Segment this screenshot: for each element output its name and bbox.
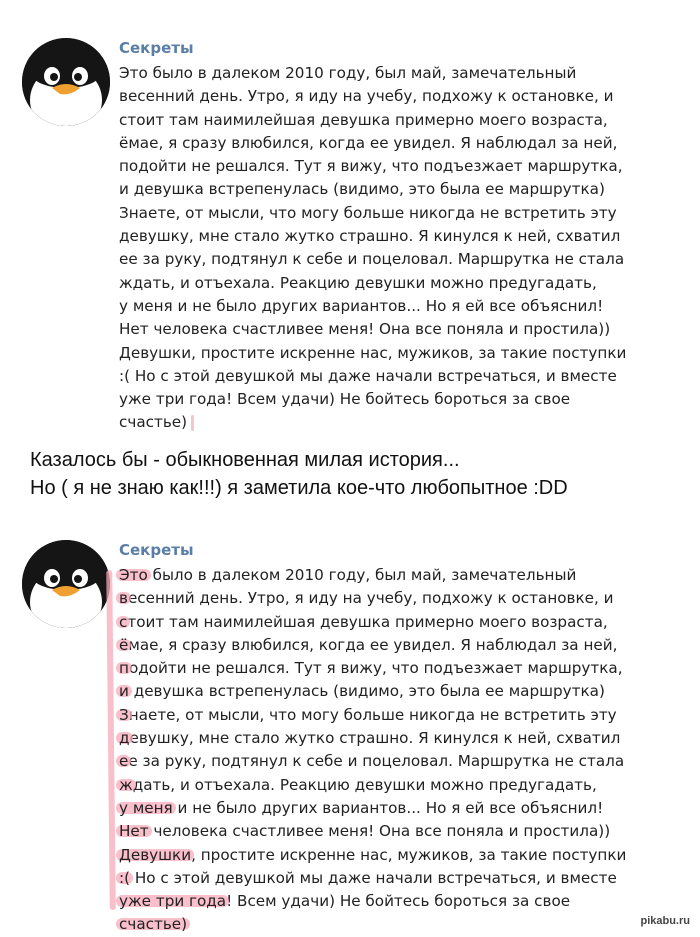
text-rest: мае, я сразу влюбился, когда ее увидел. Я наблюдал за ней, bbox=[128, 635, 618, 654]
text-rest: тоит там наимилейшая девушка примерно моего возраста, bbox=[127, 612, 608, 631]
text-rest: есенний день. Утро, я иду на учебу, подхожу к остановке, и bbox=[127, 589, 614, 608]
text-line bbox=[119, 634, 679, 657]
penguin-avatar-icon[interactable] bbox=[22, 38, 110, 126]
text-line bbox=[119, 727, 679, 750]
text-line bbox=[119, 680, 679, 703]
text-line bbox=[119, 750, 679, 773]
text-line: Девушки, простите искренне нас, мужиков, за такие поступки bbox=[119, 343, 627, 362]
tail-mark bbox=[191, 415, 194, 431]
text-line bbox=[119, 797, 679, 820]
text-line: у меня и не было других вариантов... Но я ей все объяснил! bbox=[119, 296, 604, 315]
text-rest: одойти не решался. Тут я вижу, что подъезжает маршрутка, bbox=[128, 659, 623, 678]
text-line bbox=[119, 564, 679, 587]
penguin-avatar-icon[interactable] bbox=[22, 540, 110, 628]
text-line: и девушка встрепенулась (видимо, это была ее маршрутка) bbox=[119, 180, 605, 199]
text-line: Нет человека счастливее меня! Она все поняла и простила)) bbox=[119, 320, 611, 339]
highlight: с bbox=[119, 612, 128, 631]
text-rest: наете, от мысли, что могу больше никогда не встретить эту bbox=[128, 705, 617, 724]
text-line: стоит там наимилейшая девушка примерно моего возраста, bbox=[119, 110, 608, 129]
text-rest: е за руку, подтянул к себе и поцеловал. Маршрутка не стала bbox=[128, 752, 625, 771]
highlight: д bbox=[119, 729, 130, 748]
text-line: :( Но с этой девушкой мы даже начали встречаться, и вместе bbox=[119, 366, 617, 385]
highlight: п bbox=[119, 659, 129, 678]
highlight: е bbox=[119, 752, 129, 771]
highlight: уже три года bbox=[119, 892, 227, 911]
text-line bbox=[119, 704, 679, 727]
post-text-highlighted bbox=[119, 564, 679, 937]
text-rest: , простите искренне нас, мужиков, за такие поступки bbox=[191, 845, 627, 864]
text-line bbox=[119, 820, 679, 843]
highlight: ж bbox=[119, 775, 133, 794]
text-line bbox=[119, 411, 679, 434]
caption bbox=[30, 446, 568, 502]
highlight-marker-stroke bbox=[106, 570, 116, 910]
highlight: у меня bbox=[119, 798, 173, 817]
text-rest: Но с этой девушкой мы даже начали встречаться, и вместе bbox=[130, 868, 617, 887]
text-line bbox=[119, 844, 679, 867]
text-line bbox=[119, 657, 679, 680]
text-rest: дать, и отъехала. Реакцию девушки можно предугадать, bbox=[132, 775, 597, 794]
text-rest: человека счастливее меня! Она все поняла и простила)) bbox=[148, 822, 611, 841]
text-rest: было в далеком 2010 году, был май, замечательный bbox=[147, 566, 577, 584]
watermark: pikabu.ru bbox=[640, 915, 690, 927]
text-rest: девушка встрепенулась (видимо, это была ее маршрутка) bbox=[128, 682, 605, 701]
text-line bbox=[119, 867, 679, 890]
highlight: ё bbox=[119, 635, 129, 654]
text-line: девушку, мне стало жутко страшно. Я кинулся к ней, схватил bbox=[119, 227, 621, 246]
text-line bbox=[119, 587, 679, 610]
text-line: подойти не решался. Тут я вижу, что подъезжает маршрутка, bbox=[119, 157, 623, 176]
text-line: ее за руку, подтянул к себе и поцеловал. Маршрутка не стала bbox=[119, 250, 625, 269]
text-line: Это было в далеком 2010 году, был май, замечательный bbox=[119, 64, 577, 82]
text-line bbox=[119, 611, 679, 634]
caption-line-1: Казалось бы - обыкновенная милая история... bbox=[30, 449, 460, 471]
text-rest: ! Всем удачи) Не бойтесь бороться за свое bbox=[226, 892, 571, 911]
text-line: ёмае, я сразу влюбился, когда ее увидел. Я наблюдал за ней, bbox=[119, 133, 618, 152]
text-line-content: счастье) bbox=[119, 413, 188, 432]
text-line bbox=[119, 913, 679, 936]
highlight: Это bbox=[119, 566, 148, 584]
text-rest: и не было других вариантов... Но я ей все объяснил! bbox=[172, 798, 604, 817]
text-line: Знаете, от мысли, что могу больше никогда не встретить эту bbox=[119, 203, 617, 222]
highlight: и bbox=[119, 682, 129, 701]
highlight: Девушки bbox=[119, 845, 192, 864]
text-line bbox=[119, 774, 679, 797]
post-author[interactable]: Секреты bbox=[119, 39, 194, 57]
text-line: уже три года! Всем удачи) Не бойтесь бороться за свое bbox=[119, 390, 571, 409]
highlight: счастье) bbox=[119, 915, 188, 934]
highlight: З bbox=[119, 705, 129, 724]
text-line: ждать, и отъехала. Реакцию девушки можно предугадать, bbox=[119, 273, 597, 292]
post-author[interactable]: Секреты bbox=[119, 541, 194, 559]
post-text bbox=[119, 62, 679, 435]
caption-line-2: Но ( я не знаю как!!!) я заметила кое-что любопытное :DD bbox=[30, 477, 568, 499]
highlight: в bbox=[119, 589, 128, 608]
text-line bbox=[119, 890, 679, 913]
text-line: весенний день. Утро, я иду на учебу, подхожу к остановке, и bbox=[119, 87, 614, 106]
text-rest: евушку, мне стало жутко страшно. Я кинулся к ней, схватил bbox=[129, 729, 621, 748]
highlight: :( bbox=[119, 868, 131, 887]
highlight: Нет bbox=[119, 822, 149, 841]
